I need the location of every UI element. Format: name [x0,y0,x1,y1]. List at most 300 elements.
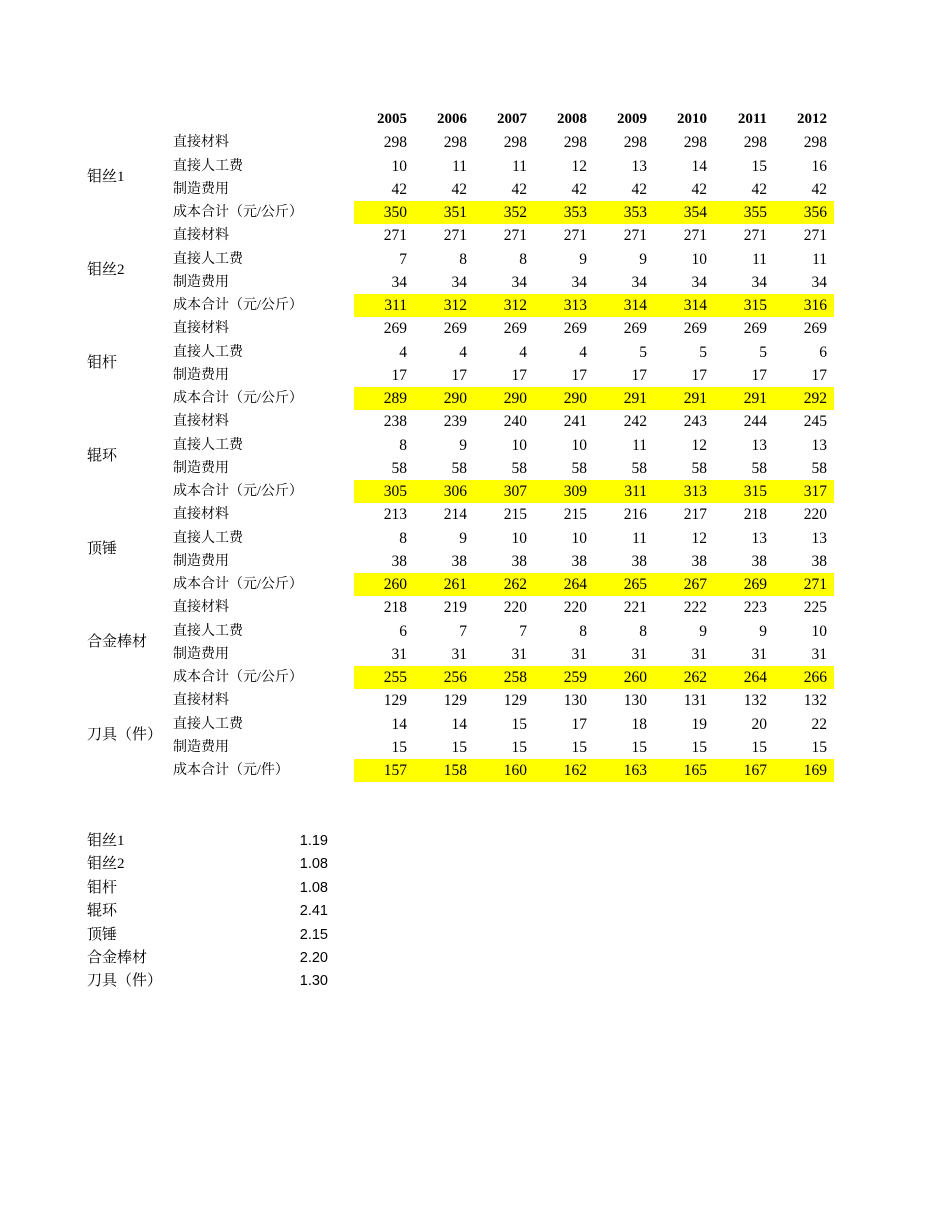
ratio-row [84,900,344,923]
ratio-product-name: 合金棒材 [87,949,148,966]
cost-item-label: 制造费用 [173,274,229,290]
cost-item-label: 直接人工费 [173,623,243,639]
cost-value-cell: 6 [819,343,827,361]
ratio-row [84,970,344,993]
cost-item-label: 制造费用 [173,460,229,476]
cost-total-cell: 350 [354,201,414,224]
cost-row [84,689,834,712]
cost-value-cell: 132 [803,692,827,710]
cost-value-cell: 271 [443,227,467,245]
cost-value-cell: 58 [751,459,767,477]
ratio-row [84,877,344,900]
cost-value-cell: 245 [803,413,827,431]
cost-item-label: 成本合计（元/公斤） [173,205,303,220]
cost-total-cell: 266 [774,666,834,689]
ratio-value: 1.08 [299,856,328,873]
cost-row [84,131,834,154]
cost-total-cell: 311 [354,294,414,317]
cost-total-cell: 271 [774,573,834,596]
cost-total-cell: 291 [714,387,774,410]
cost-item-label: 制造费用 [173,367,229,383]
cost-value-cell: 42 [631,180,647,198]
corner-cell [84,108,172,131]
cost-value-cell: 17 [631,366,647,384]
cost-value-cell: 42 [811,180,827,198]
cost-value-cell: 225 [803,599,827,617]
cost-value-cell: 220 [803,506,827,524]
cost-total-cell: 353 [594,201,654,224]
cost-item-label: 成本合计（元/公斤） [173,670,303,685]
cost-value-cell: 42 [451,180,467,198]
cost-item-label: 直接材料 [173,414,229,430]
cost-value-cell: 240 [503,413,527,431]
cost-value-cell: 298 [383,134,407,152]
cost-total-row [84,573,834,596]
cost-value-cell: 269 [623,320,647,338]
cost-value-cell: 42 [511,180,527,198]
cost-row [84,248,834,271]
cost-value-cell: 17 [571,366,587,384]
cost-value-cell: 42 [691,180,707,198]
cost-value-cell: 218 [383,599,407,617]
cost-value-cell: 131 [683,692,707,710]
cost-row [84,643,834,666]
cost-row [84,596,834,619]
cost-value-cell: 31 [631,645,647,663]
year-header: 2006 [437,111,467,127]
ratio-value: 2.15 [299,926,328,943]
cost-value-cell: 17 [811,366,827,384]
cost-row [84,410,834,433]
cost-total-cell: 261 [414,573,474,596]
product-name: 钼丝1 [87,169,125,186]
cost-total-cell: 256 [414,666,474,689]
cost-row [84,178,834,201]
cost-value-cell: 34 [571,273,587,291]
cost-total-cell: 167 [714,759,774,782]
year-header: 2012 [797,111,827,127]
cost-row [84,317,834,340]
cost-total-cell: 169 [774,759,834,782]
cost-value-cell: 218 [743,506,767,524]
cost-total-cell: 269 [714,573,774,596]
cost-value-cell: 298 [623,134,647,152]
cost-value-cell: 13 [811,436,827,454]
cost-value-cell: 13 [811,529,827,547]
cost-value-cell: 34 [451,273,467,291]
cost-value-cell: 17 [751,366,767,384]
cost-total-cell: 307 [474,480,534,503]
cost-row [84,527,834,550]
cost-value-cell: 10 [391,157,407,175]
cost-value-cell: 58 [631,459,647,477]
cost-value-cell: 31 [811,645,827,663]
cost-total-cell: 290 [474,387,534,410]
cost-item-label: 直接材料 [173,135,229,151]
cost-total-cell: 291 [594,387,654,410]
cost-value-cell: 238 [383,413,407,431]
cost-total-row [84,294,834,317]
cost-value-cell: 8 [399,529,407,547]
cost-value-cell: 58 [511,459,527,477]
cost-value-cell: 15 [811,738,827,756]
cost-value-cell: 38 [571,552,587,570]
cost-total-cell: 264 [714,666,774,689]
cost-value-cell: 38 [751,552,767,570]
product-name: 钼丝2 [87,262,125,279]
cost-total-cell: 163 [594,759,654,782]
corner-cell [172,108,354,131]
cost-total-cell: 305 [354,480,414,503]
cost-value-cell: 15 [631,738,647,756]
cost-value-cell: 213 [383,506,407,524]
cost-value-cell: 8 [579,622,587,640]
cost-value-cell: 17 [391,366,407,384]
cost-value-cell: 271 [383,227,407,245]
cost-value-cell: 11 [452,157,467,175]
cost-value-cell: 10 [511,436,527,454]
cost-value-cell: 31 [511,645,527,663]
cost-value-cell: 241 [563,413,587,431]
cost-total-cell: 260 [354,573,414,596]
ratio-row [84,853,344,876]
cost-value-cell: 215 [563,506,587,524]
cost-value-cell: 129 [503,692,527,710]
cost-item-label: 直接人工费 [173,344,243,360]
cost-value-cell: 38 [391,552,407,570]
cost-value-cell: 12 [691,529,707,547]
cost-value-cell: 129 [383,692,407,710]
cost-value-cell: 42 [391,180,407,198]
cost-value-cell: 13 [751,436,767,454]
cost-value-cell: 4 [399,343,407,361]
cost-value-cell: 215 [503,506,527,524]
cost-value-cell: 58 [451,459,467,477]
cost-value-cell: 9 [699,622,707,640]
cost-row [84,503,834,526]
cost-value-cell: 9 [639,250,647,268]
cost-value-cell: 223 [743,599,767,617]
cost-value-cell: 15 [511,715,527,733]
cost-value-cell: 15 [751,738,767,756]
cost-total-cell: 317 [774,480,834,503]
year-header: 2011 [737,111,767,127]
cost-total-cell: 315 [714,480,774,503]
cost-item-label: 直接材料 [173,507,229,523]
cost-item-label: 直接人工费 [173,716,243,732]
cost-value-cell: 15 [751,157,767,175]
cost-value-cell: 19 [691,715,707,733]
cost-total-cell: 315 [714,294,774,317]
cost-value-cell: 269 [503,320,527,338]
cost-item-label: 成本合计（元/公斤） [173,577,303,592]
cost-total-cell: 291 [654,387,714,410]
cost-value-cell: 31 [751,645,767,663]
cost-value-cell: 298 [743,134,767,152]
cost-value-cell: 5 [759,343,767,361]
cost-value-cell: 129 [443,692,467,710]
cost-item-label: 成本合计（元/公斤） [173,391,303,406]
cost-total-cell: 316 [774,294,834,317]
cost-value-cell: 269 [563,320,587,338]
cost-total-cell: 313 [534,294,594,317]
cost-total-cell: 160 [474,759,534,782]
year-header: 2007 [497,111,527,127]
cost-total-row [84,480,834,503]
cost-value-cell: 15 [691,738,707,756]
cost-value-cell: 298 [683,134,707,152]
cost-value-cell: 220 [563,599,587,617]
cost-value-cell: 20 [751,715,767,733]
cost-value-cell: 15 [511,738,527,756]
cost-value-cell: 12 [571,157,587,175]
year-header-row [84,108,834,131]
cost-value-cell: 271 [563,227,587,245]
cost-total-row [84,201,834,224]
ratio-row [84,830,344,853]
cost-value-cell: 5 [639,343,647,361]
cost-value-cell: 42 [751,180,767,198]
cost-item-label: 成本合计（元/件） [173,763,289,778]
ratio-product-name: 顶锤 [87,926,118,943]
cost-row [84,736,834,759]
ratio-value: 1.08 [299,879,328,896]
ratio-value: 2.20 [299,949,328,966]
cost-value-cell: 244 [743,413,767,431]
cost-item-label: 制造费用 [173,739,229,755]
cost-value-cell: 58 [691,459,707,477]
cost-total-cell: 259 [534,666,594,689]
cost-value-cell: 15 [571,738,587,756]
year-header: 2008 [557,111,587,127]
cost-total-row [84,759,834,782]
cost-value-cell: 10 [691,250,707,268]
cost-total-cell: 351 [414,201,474,224]
cost-total-cell: 292 [774,387,834,410]
cost-value-cell: 5 [699,343,707,361]
cost-total-cell: 356 [774,201,834,224]
cost-value-cell: 17 [571,715,587,733]
cost-value-cell: 271 [743,227,767,245]
cost-item-label: 直接人工费 [173,158,243,174]
cost-total-cell: 312 [414,294,474,317]
cost-row [84,457,834,480]
cost-item-label: 成本合计（元/公斤） [173,298,303,313]
ratio-value: 1.19 [299,833,328,849]
cost-value-cell: 15 [391,738,407,756]
cost-value-cell: 10 [571,529,587,547]
cost-item-label: 直接人工费 [173,530,243,546]
cost-value-cell: 9 [459,529,467,547]
cost-value-cell: 219 [443,599,467,617]
ratio-value: 1.30 [299,973,328,990]
cost-total-cell: 165 [654,759,714,782]
cost-item-label: 直接人工费 [173,251,243,267]
cost-total-cell: 265 [594,573,654,596]
cost-value-cell: 130 [563,692,587,710]
cost-value-cell: 243 [683,413,707,431]
cost-total-cell: 306 [414,480,474,503]
cost-total-row [84,666,834,689]
cost-value-cell: 15 [451,738,467,756]
cost-total-cell: 255 [354,666,414,689]
year-header: 2009 [617,111,647,127]
cost-total-cell: 262 [654,666,714,689]
cost-value-cell: 31 [571,645,587,663]
cost-value-cell: 31 [391,645,407,663]
cost-value-cell: 4 [579,343,587,361]
cost-total-cell: 260 [594,666,654,689]
cost-value-cell: 12 [691,436,707,454]
cost-total-cell: 267 [654,573,714,596]
cost-row [84,155,834,178]
cost-total-cell: 354 [654,201,714,224]
cost-item-label: 直接材料 [173,321,229,337]
cost-value-cell: 7 [519,622,527,640]
cost-total-cell: 314 [654,294,714,317]
cost-value-cell: 269 [743,320,767,338]
cost-value-cell: 34 [631,273,647,291]
cost-value-cell: 31 [691,645,707,663]
cost-item-label: 制造费用 [173,181,229,197]
cost-value-cell: 11 [632,436,647,454]
ratio-product-name: 钼丝2 [87,856,125,873]
cost-row [84,550,834,573]
product-name: 钼杆 [87,355,118,372]
cost-value-cell: 9 [579,250,587,268]
cost-total-cell: 290 [414,387,474,410]
cost-value-cell: 271 [683,227,707,245]
cost-value-cell: 239 [443,413,467,431]
cost-value-cell: 10 [511,529,527,547]
cost-value-cell: 269 [383,320,407,338]
ratio-list [84,830,344,994]
cost-value-cell: 16 [811,157,827,175]
cost-value-cell: 269 [803,320,827,338]
cost-value-cell: 42 [571,180,587,198]
cost-value-cell: 58 [811,459,827,477]
cost-value-cell: 34 [391,273,407,291]
cost-value-cell: 8 [459,250,467,268]
cost-item-label: 直接材料 [173,228,229,244]
cost-value-cell: 220 [503,599,527,617]
cost-value-cell: 34 [691,273,707,291]
cost-value-cell: 11 [632,529,647,547]
cost-item-label: 制造费用 [173,553,229,569]
cost-value-cell: 6 [399,622,407,640]
cost-value-cell: 8 [519,250,527,268]
cost-total-cell: 262 [474,573,534,596]
cost-row [84,364,834,387]
cost-value-cell: 10 [811,622,827,640]
cost-value-cell: 38 [511,552,527,570]
year-header: 2005 [377,111,407,127]
cost-total-cell: 162 [534,759,594,782]
cost-row [84,620,834,643]
cost-value-cell: 222 [683,599,707,617]
cost-total-cell: 258 [474,666,534,689]
cost-value-cell: 271 [803,227,827,245]
cost-value-cell: 17 [511,366,527,384]
cost-total-cell: 289 [354,387,414,410]
ratio-row [84,947,344,970]
cost-row [84,434,834,457]
cost-total-cell: 355 [714,201,774,224]
cost-value-cell: 298 [443,134,467,152]
cost-value-cell: 17 [691,366,707,384]
product-name: 刀具（件） [87,727,163,744]
cost-value-cell: 271 [503,227,527,245]
cost-value-cell: 130 [623,692,647,710]
cost-value-cell: 22 [811,715,827,733]
cost-value-cell: 18 [631,715,647,733]
product-name: 顶锤 [87,541,118,558]
cost-item-label: 直接材料 [173,693,229,709]
cost-value-cell: 214 [443,506,467,524]
ratio-product-name: 刀具（件） [87,973,163,990]
cost-value-cell: 14 [691,157,707,175]
cost-value-cell: 17 [451,366,467,384]
ratio-product-name: 钼丝1 [87,833,125,849]
cost-value-cell: 13 [751,529,767,547]
cost-row [84,341,834,364]
cost-total-cell: 264 [534,573,594,596]
cost-item-label: 直接人工费 [173,437,243,453]
cost-total-row [84,387,834,410]
cost-total-cell: 353 [534,201,594,224]
ratio-value: 2.41 [299,903,328,920]
cost-item-label: 成本合计（元/公斤） [173,484,303,499]
cost-value-cell: 38 [811,552,827,570]
cost-value-cell: 8 [399,436,407,454]
cost-value-cell: 58 [391,459,407,477]
cost-value-cell: 271 [623,227,647,245]
product-name: 合金棒材 [87,634,148,651]
cost-total-cell: 314 [594,294,654,317]
cost-table-body [84,131,834,782]
cost-value-cell: 217 [683,506,707,524]
cost-total-cell: 311 [594,480,654,503]
product-name: 辊环 [87,448,118,465]
ratio-row [84,924,344,947]
cost-value-cell: 4 [519,343,527,361]
cost-value-cell: 14 [451,715,467,733]
cost-value-cell: 242 [623,413,647,431]
cost-value-cell: 38 [451,552,467,570]
cost-value-cell: 34 [511,273,527,291]
cost-value-cell: 9 [759,622,767,640]
cost-value-cell: 298 [803,134,827,152]
cost-value-cell: 10 [571,436,587,454]
cost-value-cell: 216 [623,506,647,524]
cost-value-cell: 58 [571,459,587,477]
cost-value-cell: 11 [752,250,767,268]
cost-value-cell: 38 [691,552,707,570]
cost-value-cell: 298 [503,134,527,152]
cost-row [84,271,834,294]
cost-total-cell: 157 [354,759,414,782]
cost-total-cell: 313 [654,480,714,503]
cost-table [84,108,834,782]
cost-value-cell: 31 [451,645,467,663]
cost-value-cell: 14 [391,715,407,733]
cost-value-cell: 132 [743,692,767,710]
cost-total-cell: 352 [474,201,534,224]
cost-value-cell: 34 [811,273,827,291]
cost-value-cell: 34 [751,273,767,291]
cost-value-cell: 4 [459,343,467,361]
cost-value-cell: 7 [399,250,407,268]
